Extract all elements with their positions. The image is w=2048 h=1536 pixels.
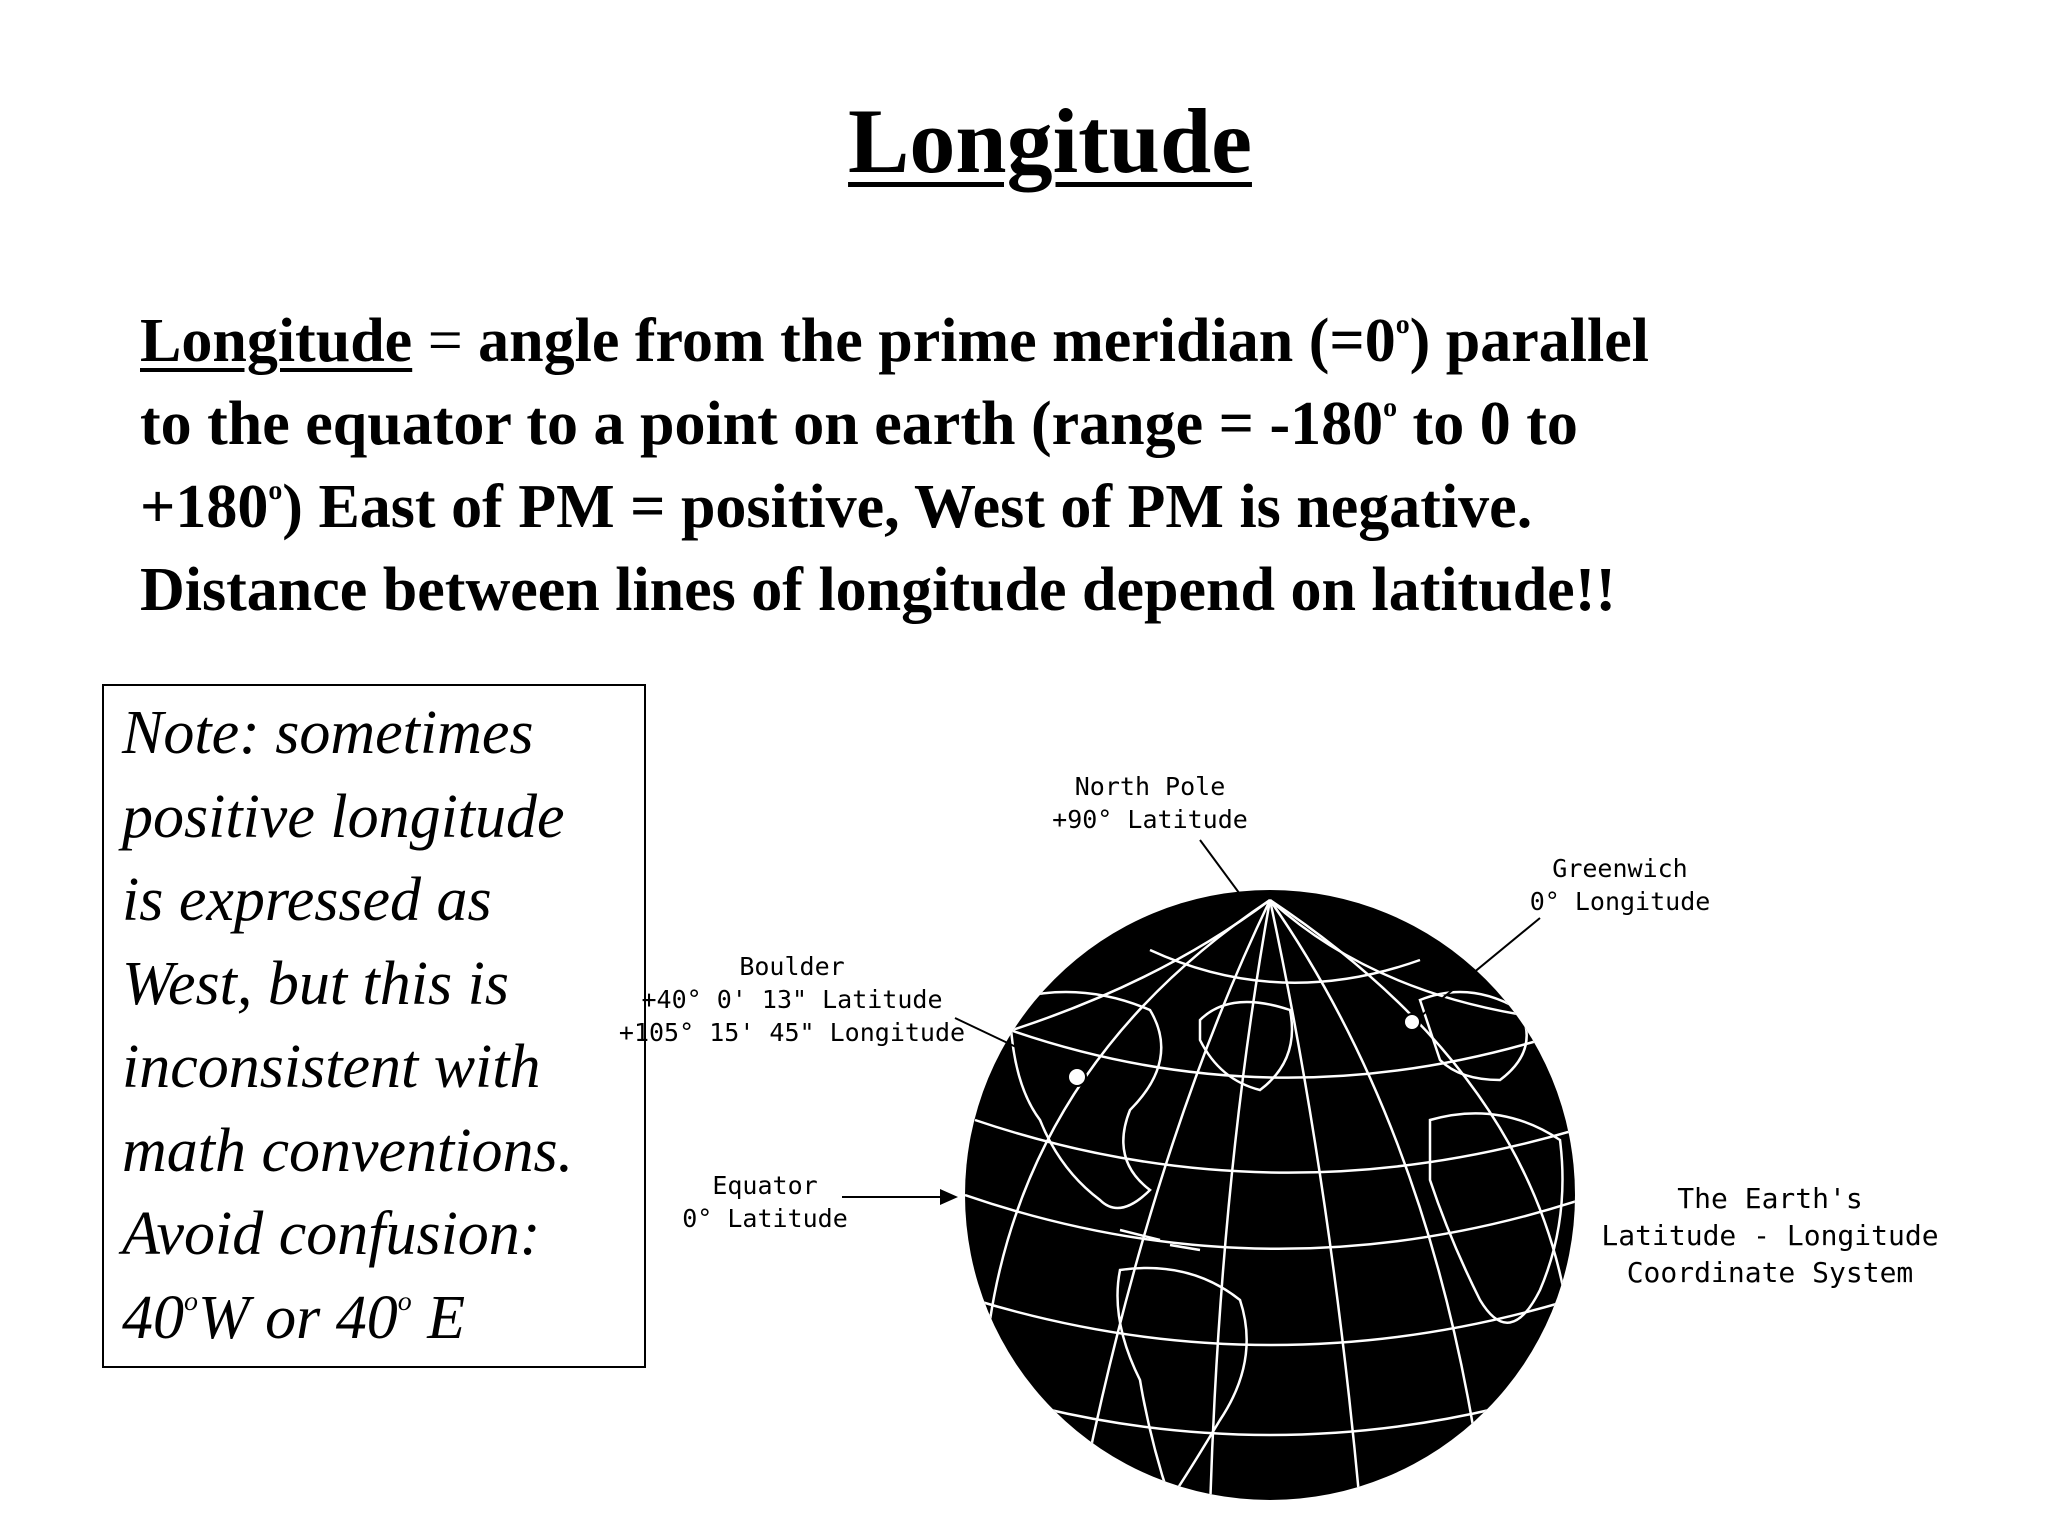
note-line: West, but this is	[122, 949, 509, 1018]
note-line: math conventions.	[122, 1116, 574, 1185]
page-title: Longitude	[848, 90, 1252, 192]
definition-text-1a: angle from the prime meridian (=0	[478, 307, 1396, 375]
greenwich-label: Greenwich	[1552, 854, 1688, 883]
equator-latitude: 0° Latitude	[682, 1204, 848, 1233]
boulder-label: Boulder	[739, 952, 845, 981]
caption-line: The Earth's	[1677, 1182, 1863, 1215]
caption-line: Latitude - Longitude	[1601, 1219, 1939, 1252]
definition-equals: =	[412, 307, 479, 375]
degree-superscript: o	[397, 1285, 412, 1317]
note-line: positive longitude	[122, 782, 565, 851]
note-text-8a: 40	[122, 1283, 184, 1352]
globe-caption	[1590, 1180, 1950, 1291]
definition-text-2b: to 0 to	[1397, 390, 1578, 458]
north-pole-latitude: +90° Latitude	[1052, 805, 1248, 834]
caption-line: Coordinate System	[1626, 1256, 1914, 1289]
note-line: Avoid confusion:	[122, 1200, 541, 1268]
greenwich-marker	[1404, 1014, 1420, 1030]
greenwich-longitude: 0° Longitude	[1529, 887, 1711, 916]
definition-line-4: Distance between lines of longitude depend on latitude!!	[140, 556, 1616, 624]
degree-superscript: o	[184, 1285, 198, 1317]
definition-text-3a: +180	[140, 473, 269, 541]
degree-superscript: o	[1395, 309, 1410, 341]
note-line: is expressed as	[122, 866, 492, 934]
boulder-longitude: +105° 15' 45" Longitude	[618, 1018, 966, 1047]
degree-superscript: o	[1383, 392, 1398, 424]
equator-label: Equator	[712, 1171, 818, 1200]
definition-text-3b: ) East of PM = positive, West of PM is negative.	[282, 473, 1533, 541]
note-text-8b: W or 40	[197, 1283, 398, 1352]
note-line: inconsistent with	[122, 1033, 541, 1101]
definition-text-1b: ) parallel	[1409, 307, 1649, 375]
definition-text-2a: to the equator to a point on earth (range = -180	[140, 390, 1384, 458]
note-line: Note: sometimes	[122, 699, 534, 767]
north-pole-label: North Pole	[1074, 772, 1226, 801]
note-text-8c: E	[411, 1283, 466, 1352]
boulder-latitude: +40° 0' 13" Latitude	[641, 985, 943, 1014]
definition-term: Longitude	[140, 307, 413, 375]
equator-arrowhead	[940, 1189, 958, 1205]
boulder-marker	[1068, 1068, 1086, 1086]
degree-superscript: o	[268, 475, 283, 507]
